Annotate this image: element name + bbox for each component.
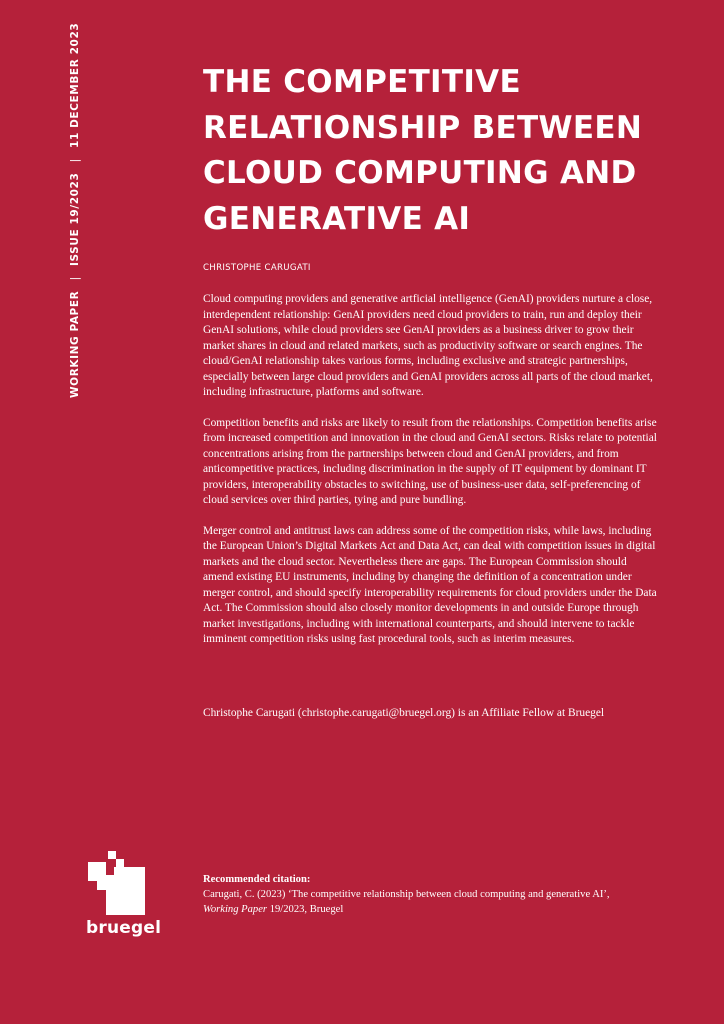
doc-type: WORKING PAPER: [69, 290, 81, 398]
abstract-paragraph: Cloud computing providers and generative artficial intelligence (GenAI) providers nurture a close, interdependent relationship: GenAI providers need cloud providers to train, run and deploy their GenAI solutions, while cloud providers see GenAI providers as a business driver to grow their market shares in cloud and related markets, such as productivity software or search engines. The cloud/GenAI relationship takes various forms, including exclusive and strategic partnerships, especially between large cloud providers and GenAI providers across all parts of the cloud market, including infrastructure, platforms and software.: [203, 293, 653, 398]
citation-line: Carugati, C. (2023) ‘The competitive relationship between cloud computing and generative AI’,: [203, 889, 610, 900]
citation-line: [203, 902, 673, 917]
citation-series: Working Paper: [203, 904, 268, 915]
separator: |: [69, 276, 81, 281]
issue-number: ISSUE 19/2023: [69, 172, 81, 267]
citation-heading: Recommended citation:: [203, 874, 311, 885]
separator: |: [69, 158, 81, 163]
abstract-paragraph: Merger control and antitrust laws can address some of the competition risks, while laws, including the European Union’s Digital Markets Act and Data Act, can deal with competition issues in digital markets and the cloud sector. Nevertheless there are gaps. The European Commission should amend existing EU instruments, including by changing the definition of a concentration under merger control, and should specify interoperability requirements for cloud providers under the Data Act. The Commission should also closely monitor developments in and outside Europe through market investigations, including with international counterparts, and should intervene to tackle imminent competition risks using fast procedural tools, such as interim measures.: [203, 524, 657, 645]
publication-date: 11 DECEMBER 2023: [69, 22, 81, 148]
citation-issue: 19/2023, Bruegel: [267, 904, 344, 915]
author-affiliation: Christophe Carugati (christophe.carugati@bruegel.org) is an Affiliate Fellow at Bruegel: [203, 707, 605, 719]
recommended-citation: [203, 872, 673, 917]
author-name: CHRISTOPHE CARUGATI: [203, 263, 311, 273]
page-title: THE COMPETITIVE RELATIONSHIP BETWEEN CLOUD COMPUTING AND GENERATIVE AI: [203, 64, 643, 237]
logo-wordmark: bruegel: [86, 918, 162, 938]
side-label: [69, 23, 81, 398]
abstract: [203, 292, 658, 663]
abstract-paragraph: Competition benefits and risks are likely to result from the relationships. Competition benefits arise from increased competition and innovation in the cloud and GenAI sectors. Risks relate to potential concentrations arising from the partnerships between cloud and GenAI providers, and from anticompetitive practices, including discrimination in the supply of IT equipment by dominant IT providers, interoperability obstacles to switching, use of business-user data, self-preferencing of cloud services over third parties, tying and pure bundling.: [203, 416, 657, 506]
